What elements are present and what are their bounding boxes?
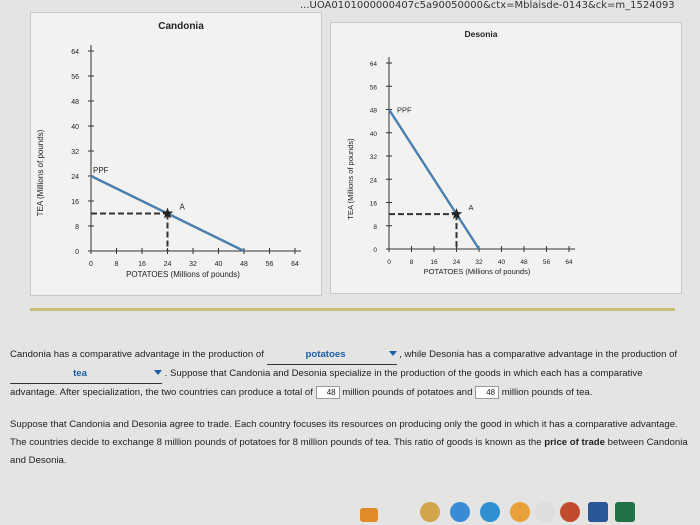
x-tick-label: 0 xyxy=(89,261,93,268)
y-tick-label: 8 xyxy=(373,223,377,231)
text: between Candonia and Desonia. xyxy=(10,437,688,466)
y-tick-label: 40 xyxy=(369,130,377,138)
y-tick-label: 56 xyxy=(369,84,377,92)
x-tick-label: 64 xyxy=(291,261,299,268)
x-axis-label: POTATOES (Millions of pounds) xyxy=(126,270,240,279)
word-icon[interactable] xyxy=(588,502,608,522)
safari-icon[interactable] xyxy=(480,502,500,522)
x-tick-label: 8 xyxy=(114,261,119,268)
ppf-line xyxy=(389,110,479,250)
folder-icon[interactable] xyxy=(420,502,440,522)
y-tick-label: 48 xyxy=(71,99,79,106)
x-tick-label: 48 xyxy=(520,259,528,266)
candonia-chart-panel xyxy=(30,12,322,296)
y-axis-label: TEA (Millions of pounds) xyxy=(346,138,355,220)
appstore-icon[interactable] xyxy=(450,502,470,522)
x-tick-label: 16 xyxy=(430,259,438,266)
dropdown-value: potatoes xyxy=(305,349,346,360)
desonia-chart xyxy=(331,23,681,293)
x-tick-label: 0 xyxy=(387,259,391,266)
question-paragraph-2 xyxy=(10,416,690,470)
y-tick-label: 40 xyxy=(71,124,79,131)
section-divider xyxy=(30,308,675,311)
chart-title: Desonia xyxy=(464,29,498,39)
app-icon[interactable] xyxy=(360,508,378,522)
x-tick-label: 56 xyxy=(265,261,274,268)
y-tick-label: 56 xyxy=(71,74,79,81)
text: million pounds of tea. xyxy=(501,387,593,398)
y-tick-label: 32 xyxy=(71,149,79,156)
y-tick-label: 8 xyxy=(75,224,79,231)
y-tick-label: 48 xyxy=(369,107,377,115)
comparative-advantage-dropdown-2[interactable] xyxy=(10,365,162,384)
taskbar xyxy=(340,498,700,525)
x-tick-label: 16 xyxy=(138,261,146,268)
x-tick-label: 40 xyxy=(214,261,223,268)
x-tick-label: 40 xyxy=(497,259,506,266)
x-tick-label: 64 xyxy=(565,259,573,266)
total-potatoes-input[interactable]: 48 xyxy=(316,386,340,399)
x-tick-label: 8 xyxy=(409,259,414,266)
y-tick-label: 24 xyxy=(369,177,377,185)
point-a-label: A xyxy=(179,202,185,212)
bold-term: price of trade xyxy=(544,437,605,448)
app-icon[interactable] xyxy=(560,502,580,522)
chrome-icon[interactable] xyxy=(535,502,555,522)
y-tick-label: 24 xyxy=(71,174,79,181)
text: million pounds of potatoes and xyxy=(342,387,473,398)
y-tick-label: 32 xyxy=(369,154,377,161)
text: , while Desonia has a comparative advantage in the production of xyxy=(399,349,678,360)
text: Candonia has a comparative advantage in the production of xyxy=(10,349,264,360)
question-paragraph-1 xyxy=(10,346,690,402)
question-text xyxy=(10,346,690,470)
text: . Suppose that Candonia and Desonia specialize in the production of the goods in which each has a comparative advantage. After specialization, the two countries can produce a total of xyxy=(10,368,643,398)
dropdown-caret-icon xyxy=(154,370,162,375)
comparative-advantage-dropdown-1[interactable] xyxy=(267,346,397,365)
y-tick-label: 0 xyxy=(75,249,79,256)
point-a-label: A xyxy=(468,203,474,213)
x-tick-label: 24 xyxy=(452,259,461,266)
x-tick-label: 32 xyxy=(475,259,483,266)
y-tick-label: 64 xyxy=(71,49,79,56)
candonia-chart xyxy=(31,13,321,295)
ppf-label: PPF xyxy=(93,166,109,175)
dropdown-value: tea xyxy=(73,368,87,379)
excel-icon[interactable] xyxy=(615,502,635,522)
y-tick-label: 16 xyxy=(369,200,377,208)
x-tick-label: 32 xyxy=(189,261,197,268)
text: Suppose that Candonia and Desonia agree to trade. Each country focuses its resources on producing only the good in which it has a comparative advantage. The countries decide to exchange 8 million pounds of potatoes for 8 million pounds of tea. This ratio of goods is known as the xyxy=(10,419,678,448)
y-tick-label: 16 xyxy=(71,199,79,206)
y-tick-label: 0 xyxy=(373,247,377,254)
browser-url-strip: ...UOA0101000000407c5a90050000&ctx=Mblaisde-0143&ck=m_1524093 xyxy=(300,0,675,11)
desonia-chart-panel xyxy=(330,22,682,294)
ppf-label: PPF xyxy=(397,105,412,115)
y-tick-label: 64 xyxy=(369,61,377,68)
x-tick-label: 24 xyxy=(163,261,172,268)
x-tick-label: 48 xyxy=(240,261,248,268)
total-tea-input[interactable]: 48 xyxy=(475,386,499,399)
y-axis-label: TEA (Millions of pounds) xyxy=(36,129,45,217)
x-axis-label: POTATOES (Millions of pounds) xyxy=(423,267,531,276)
x-tick-label: 56 xyxy=(542,259,551,266)
dropdown-caret-icon xyxy=(389,351,397,356)
app-icon[interactable] xyxy=(510,502,530,522)
chart-title: Candonia xyxy=(158,21,204,32)
